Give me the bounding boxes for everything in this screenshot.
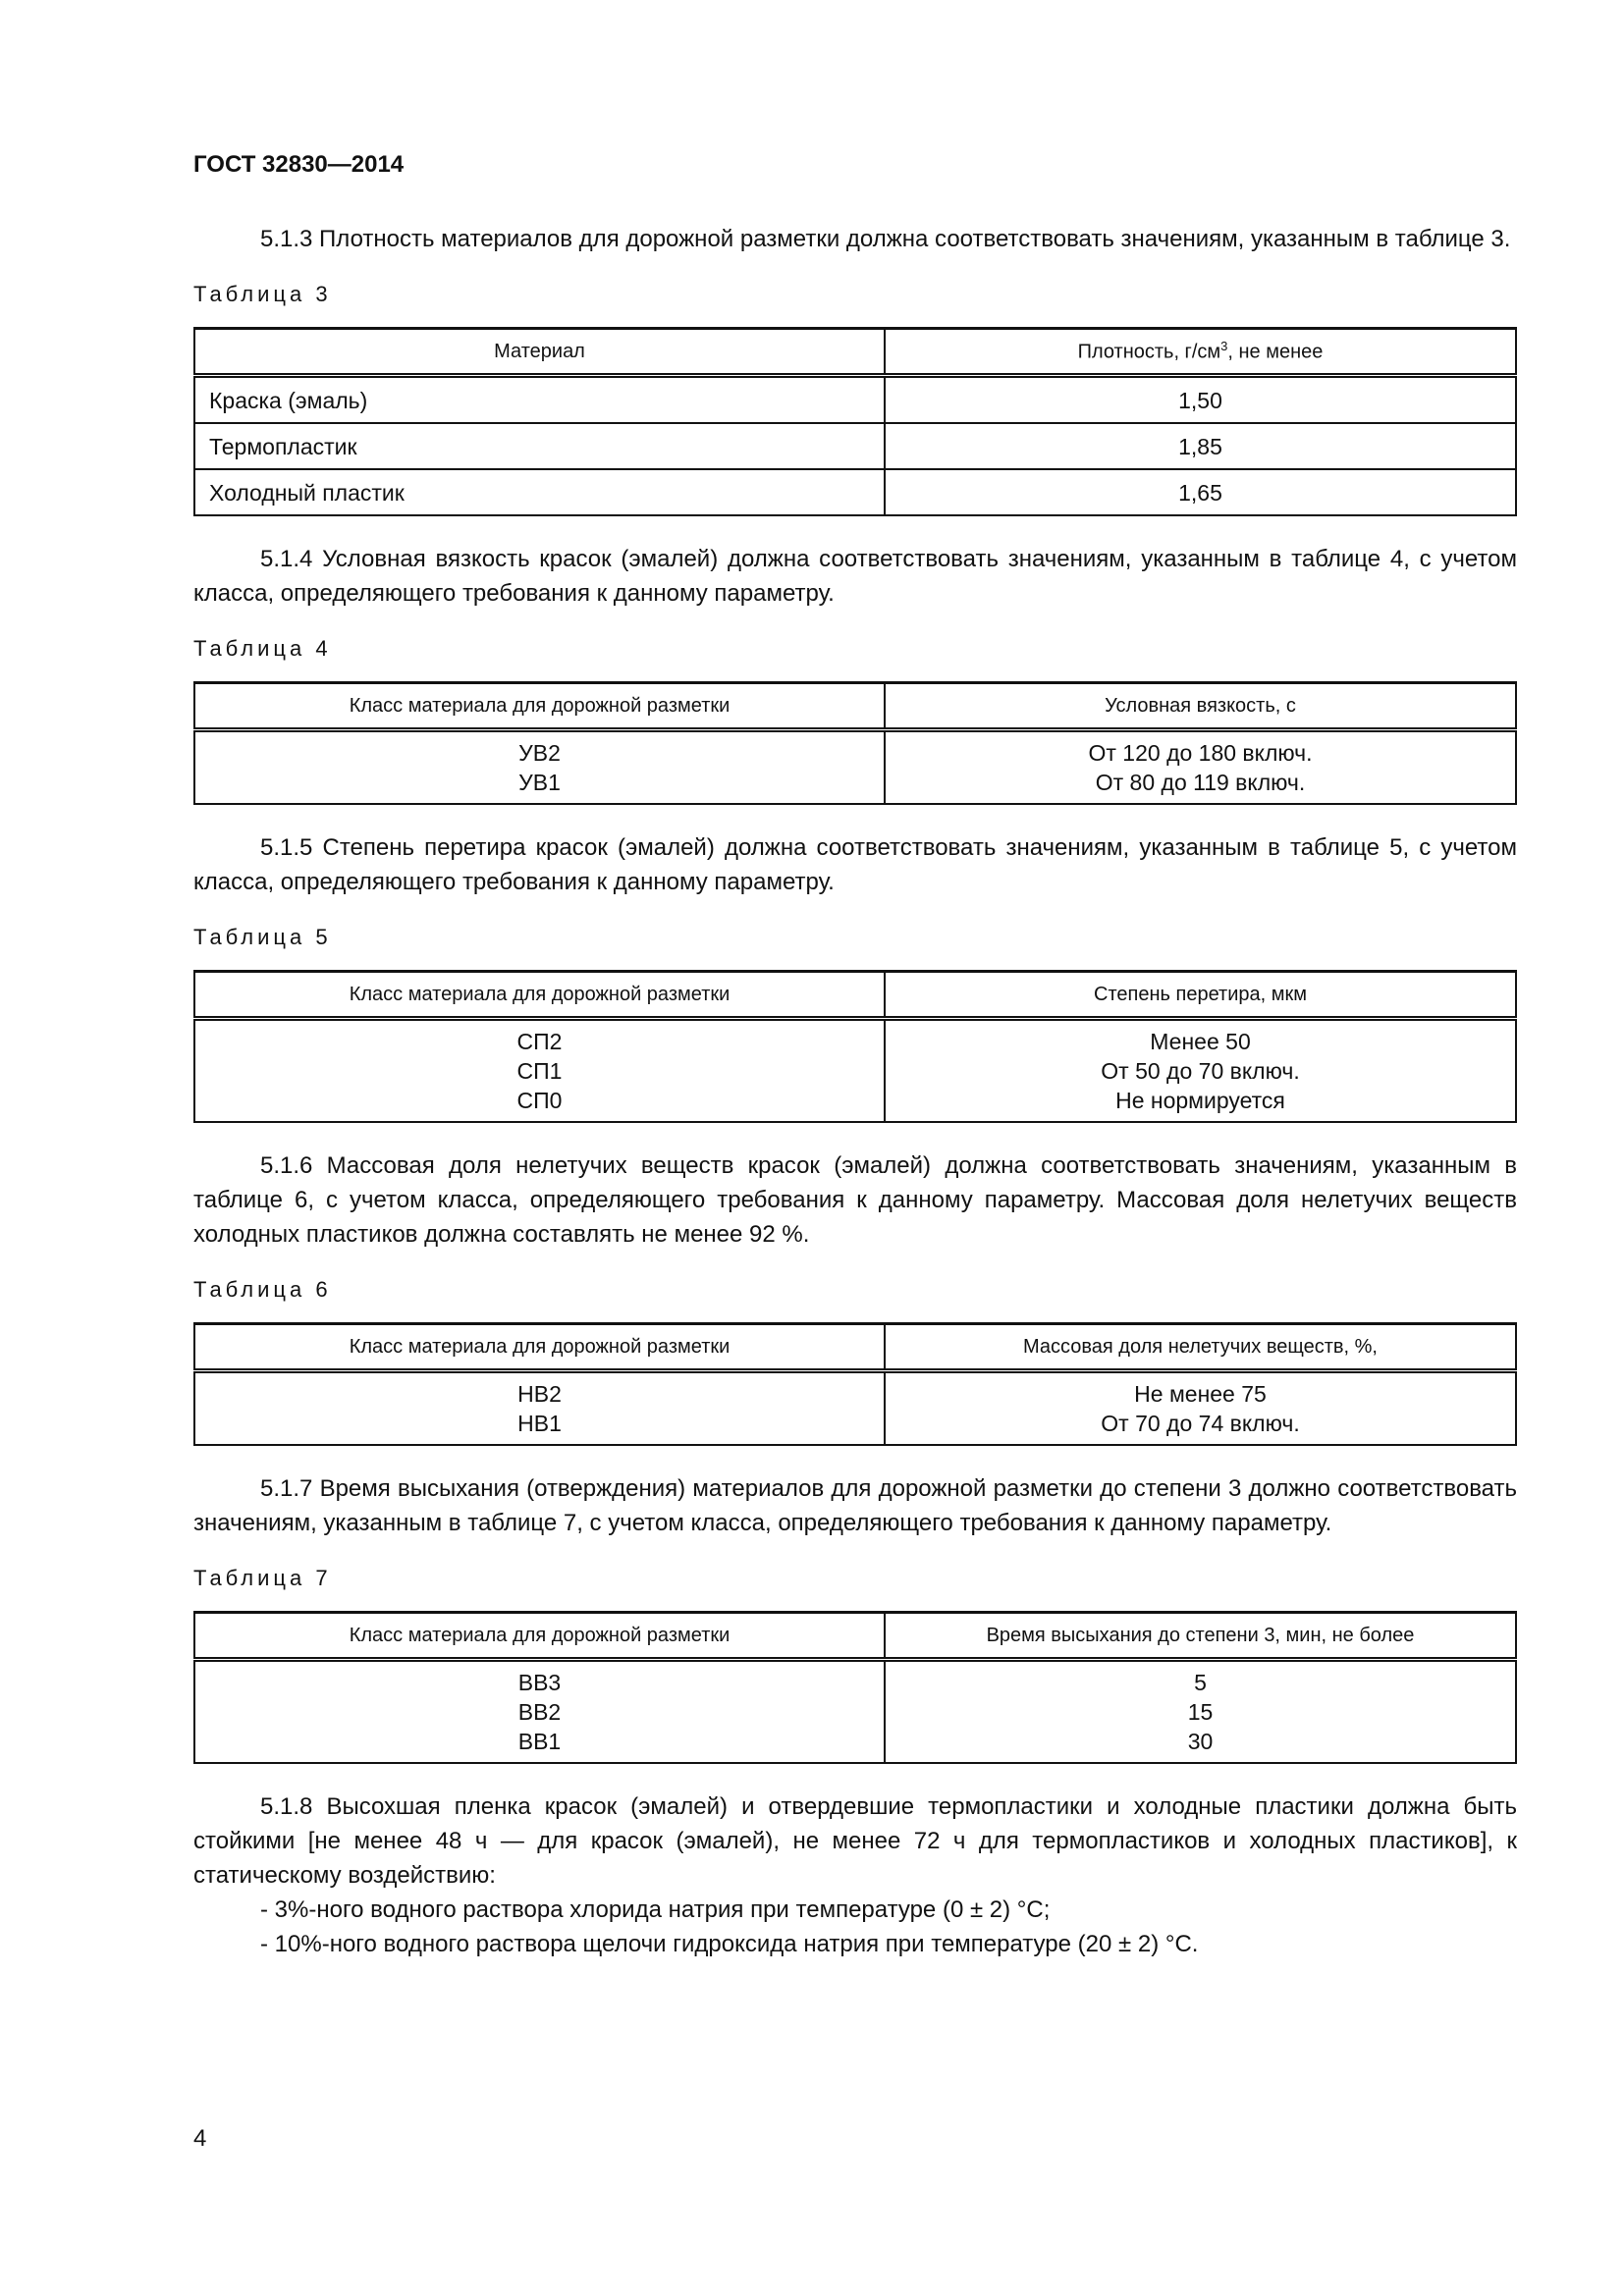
table-header: Плотность, $г/см^3$, не менее bbox=[885, 329, 1516, 376]
table-header: Степень перетира, мкм bbox=[885, 972, 1516, 1019]
document-page bbox=[193, 147, 1517, 1961]
table-6 bbox=[193, 1322, 1517, 1446]
paragraph-5-1-8: 5.1.8 Высохшая пленка красок (эмалей) и отвердевшие термопластики и холодные пластики должна быть стойкими [не менее 48 ч — для красок (эмалей), не менее 72 ч для термопластиков и холодных пластиков], к статическому воздействию: bbox=[193, 1793, 1517, 1889]
document-header: ГОСТ 32830—2014 bbox=[193, 151, 405, 178]
table-5 bbox=[193, 970, 1517, 1123]
table-header: Класс материала для дорожной разметки bbox=[194, 972, 885, 1019]
paragraph-5-1-6: 5.1.6 Массовая доля нелетучих веществ красок (эмалей) должна соответствовать значениям, указанным в таблице 6, с учетом класса, определяющего требования к данному параметру. Массовая доля нелетучих веществ холодных пластиков должна составлять не менее 92 %. bbox=[193, 1152, 1517, 1248]
table-header: Условная вязкость, с bbox=[885, 683, 1516, 730]
table-row: НВ2 НВ1 Не менее 75 От 70 до 74 включ. bbox=[194, 1371, 1516, 1446]
table-header: Время высыхания до степени 3, мин, не более bbox=[885, 1613, 1516, 1660]
table-4-caption: Таблица 4 bbox=[193, 636, 332, 661]
list-item: - 10%-ного водного раствора щелочи гидроксида натрия при температуре (20 ± 2) °С. bbox=[260, 1931, 1199, 1957]
table-row: Краска (эмаль) 1,50 bbox=[194, 376, 1516, 424]
table-row: Термопластик 1,85 bbox=[194, 423, 1516, 469]
paragraph-5-1-4: 5.1.4 Условная вязкость красок (эмалей) должна соответствовать значениям, указанным в таблице 4, с учетом класса, определяющего требования к данному параметру. bbox=[193, 546, 1517, 607]
page-number: 4 bbox=[193, 2125, 207, 2152]
table-header: Материал bbox=[194, 329, 885, 376]
table-3 bbox=[193, 327, 1517, 516]
paragraph-5-1-3: 5.1.3 Плотность материалов для дорожной разметки должна соответствовать значениям, указанным в таблице 3. bbox=[260, 226, 1511, 252]
table-row: Холодный пластик 1,65 bbox=[194, 469, 1516, 515]
table-row: СП2 СП1 СП0 Менее 50 От 50 до 70 включ. Не нормируется bbox=[194, 1019, 1516, 1123]
table-header: Класс материала для дорожной разметки bbox=[194, 683, 885, 730]
paragraph-5-1-7: 5.1.7 Время высыхания (отверждения) материалов для дорожной разметки до степени 3 должно соответствовать значениям, указанным в таблице 7, с учетом класса, определяющего требования к данному параметру. bbox=[193, 1475, 1517, 1536]
table-3-caption: Таблица 3 bbox=[193, 282, 332, 306]
table-header: Класс материала для дорожной разметки bbox=[194, 1324, 885, 1371]
table-header: Массовая доля нелетучих веществ, %, bbox=[885, 1324, 1516, 1371]
table-row: ВВ3 ВВ2 ВВ1 5 15 30 bbox=[194, 1660, 1516, 1764]
paragraph-5-1-5: 5.1.5 Степень перетира красок (эмалей) должна соответствовать значениям, указанным в таблице 5, с учетом класса, определяющего требования к данному параметру. bbox=[193, 834, 1517, 895]
table-7 bbox=[193, 1611, 1517, 1764]
table-header: Класс материала для дорожной разметки bbox=[194, 1613, 885, 1660]
table-row: УВ2 УВ1 От 120 до 180 включ. От 80 до 119 включ. bbox=[194, 730, 1516, 805]
table-7-caption: Таблица 7 bbox=[193, 1566, 332, 1590]
table-6-caption: Таблица 6 bbox=[193, 1277, 332, 1302]
table-5-caption: Таблица 5 bbox=[193, 925, 332, 949]
table-4 bbox=[193, 681, 1517, 805]
list-item: - 3%-ного водного раствора хлорида натрия при температуре (0 ± 2) °С; bbox=[260, 1896, 1051, 1923]
